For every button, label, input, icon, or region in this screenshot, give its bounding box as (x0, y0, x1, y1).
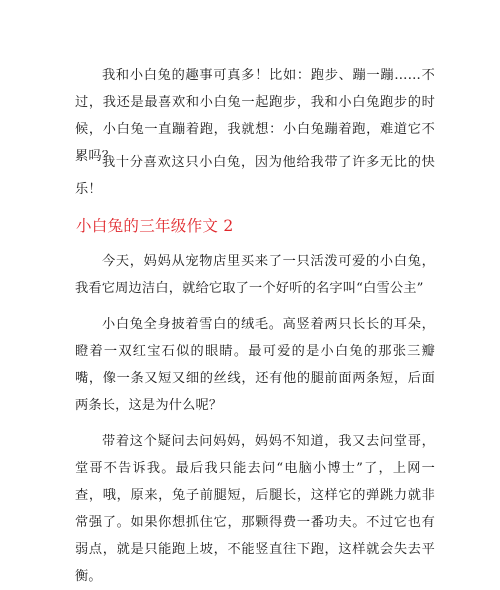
essay-heading: 小白兔的三年级作文 2 (76, 217, 234, 235)
paragraph-happiness: 我十分喜欢这只小白兔，因为他给我带了许多无比的快乐！ (75, 155, 435, 197)
paragraph-fun-stories: 我和小白兔的趣事可真多！比如：跑步、蹦一蹦……不过，我还是最喜欢和小白兔一起跑步，我和小白兔跑步的时候，小白兔一直蹦着跑，我就想：小白兔蹦着跑，难道它不累吗？ (75, 68, 435, 164)
paragraph-rabbit-description: 小白兔全身披着雪白的绒毛。高竖着两只长长的耳朵，瞪着一双红宝石似的眼睛。最可爱的是小白兔的那张三瓣嘴，像一条又短又细的丝线，还有他的腿前面两条短，后面两条长，这是为什么呢？ (75, 317, 435, 413)
paragraph-bought-rabbit: 今天，妈妈从宠物店里买来了一只活泼可爱的小白兔，我看它周边洁白，就给它取了一个好听的名字叫“白雪公主” (75, 254, 435, 296)
paragraph-question-answer: 带着这个疑问去问妈妈，妈妈不知道，我又去问堂哥，堂哥不告诉我。最后我只能去问“电脑小博士”了，上网一查，哦，原来，兔子前腿短，后腿长，这样它的弹跳力就非常强了。如果你想抓住它，那颗得费一番功夫。不过它也有弱点，就是只能跑上坡，不能竖直往下跑，这样就会失去平衡。 (75, 434, 435, 584)
